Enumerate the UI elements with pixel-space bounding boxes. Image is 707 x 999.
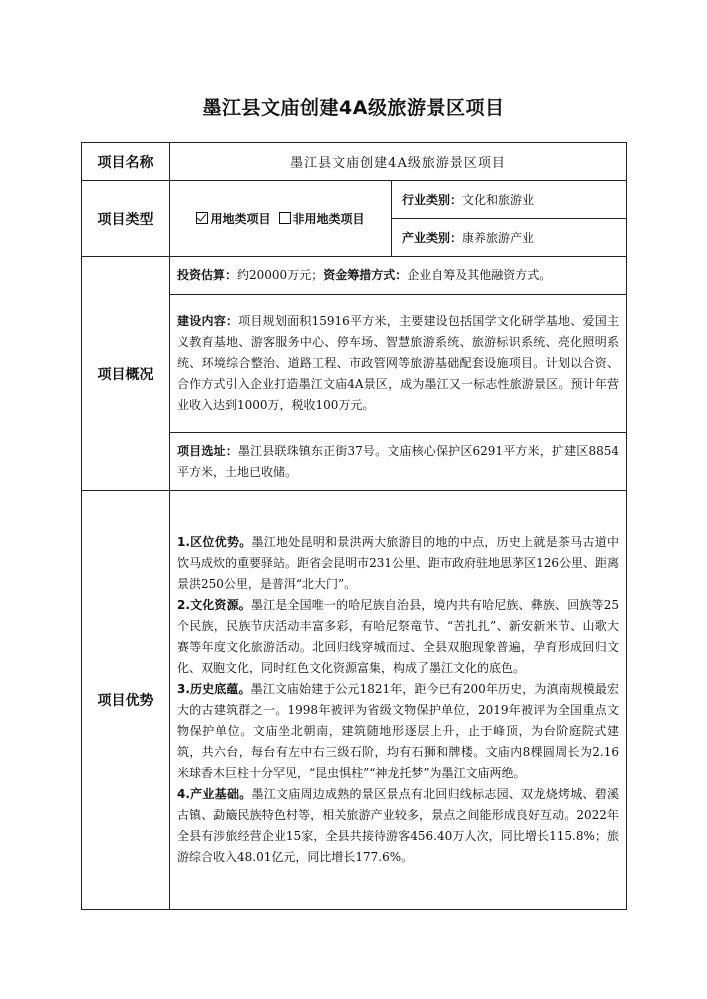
advantages-label: 项目优势 — [82, 491, 170, 910]
row-overview-investment — [82, 257, 627, 295]
advantage-text: 墨江文庙周边成熟的景区景点有北回归线标志园、双龙烧烤城、碧溪古镇、勐簸民族特色村等，相关旅游产业较多，景点之间能形成良好互动。2022年全县有涉旅经营企业15家，全县共接待游客456.40万人次，同比增长115.8%；旅游综合收入48.01亿元，同比增长177.6%。 — [177, 787, 620, 864]
non-land-option-label: 非用地类项目 — [292, 212, 365, 226]
row-advantages — [82, 491, 627, 910]
advantage-item — [177, 595, 619, 679]
advantage-item — [177, 784, 619, 868]
row-project-name — [82, 143, 627, 181]
non-land-option[interactable] — [279, 212, 365, 226]
land-option[interactable] — [196, 212, 270, 226]
construction-content — [170, 311, 626, 416]
sector-category — [392, 229, 626, 246]
advantage-heading: 3.历史底蕴。 — [177, 682, 251, 696]
checked-checkbox-icon[interactable] — [196, 212, 208, 224]
project-name-label: 项目名称 — [82, 143, 170, 181]
industry-value: 文化和旅游业 — [462, 193, 535, 207]
overview-label: 项目概况 — [82, 257, 170, 491]
advantage-heading: 1.区位优势。 — [177, 535, 252, 549]
sector-value: 康养旅游产业 — [462, 231, 535, 245]
land-option-label: 用地类项目 — [210, 212, 271, 226]
site-key: 项目选址： — [177, 443, 238, 458]
advantage-item — [177, 679, 619, 784]
sector-key: 产业类别： — [402, 231, 463, 245]
advantages-content — [170, 532, 626, 868]
advantage-text: 墨江是全国唯一的哈尼族自治县，境内共有哈尼族、彝族、回族等25个民族，民族节庆活动丰富多彩，有哈尼祭竜节、“苦扎扎”、新安新米节、山歌大赛等年度文化旅游活动。北回归线穿城而过、全县双胞现象普遍，孕育形成回归文化、双胞文化，同时红色文化资源富集，构成了墨江文化的底色。 — [177, 598, 620, 675]
site-value: 墨江县联珠镇东正街37号。文庙核心保护区6291平方米，扩建区8854平方米，土地已收储。 — [177, 443, 619, 479]
construction-key: 建设内容： — [177, 314, 239, 328]
unchecked-checkbox-icon[interactable] — [279, 212, 291, 224]
advantage-text: 墨江地处昆明和景洪两大旅游目的地的中点，历史上就是茶马古道中饮马成炊的重要驿站。距省会昆明市231公里、距市政府驻地思茅区126公里、距离景洪250公里，是普洱“北大门”。 — [177, 535, 620, 591]
funding-key: 资金筹措方式： — [323, 268, 408, 282]
project-type-options — [170, 210, 391, 227]
construction-value: 项目规划面积15916平方米，主要建设包括国学文化研学基地、爱国主义教育基地、游客服务中心、停车场、智慧旅游系统、旅游标识系统、亮化照明系统、环境综合整治、道路工程、市政管网等旅游基础配套设施项目。计划以合资、合作方式引入企业打造墨江文庙4A景区，成为墨江又一标志性旅游景区。预计年营业收入达到1000万，税收100万元。 — [177, 314, 620, 412]
advantage-heading: 2.文化资源。 — [177, 598, 251, 612]
site-content — [170, 441, 626, 483]
row-project-type — [82, 181, 627, 219]
industry-category — [392, 191, 626, 208]
investment-key: 投资估算： — [177, 268, 238, 282]
advantage-heading: 4.产业基础。 — [177, 787, 252, 801]
investment-value: 约20000万元； — [237, 268, 324, 282]
advantage-item — [177, 532, 619, 595]
page-title: 墨江县文庙创建4A级旅游景区项目 — [202, 97, 505, 119]
project-table — [81, 142, 627, 910]
project-name-value: 墨江县文庙创建4A级旅游景区项目 — [290, 156, 506, 171]
advantage-text: 墨江文庙始建于公元1821年，距今已有200年历史，为滇南规模最宏大的古建筑群之一。1998年被评为省级文物保护单位，2019年被评为全国重点文物保护单位。文庙坐北朝南，建筑随地形逐层上升，止于峰顶，为台阶庭院式建筑，共六台，每台有左中右三级石阶，均有石狮和牌楼。文庙内8棵圆周长为2.16米球香木巨柱十分罕见，“昆虫惧柱”“神龙托梦”为墨江文庙两绝。 — [177, 682, 620, 780]
industry-key: 行业类别： — [402, 193, 463, 207]
project-type-label: 项目类型 — [82, 181, 170, 257]
funding-value: 企业自筹及其他融资方式。 — [407, 268, 552, 282]
investment-line — [170, 265, 626, 286]
